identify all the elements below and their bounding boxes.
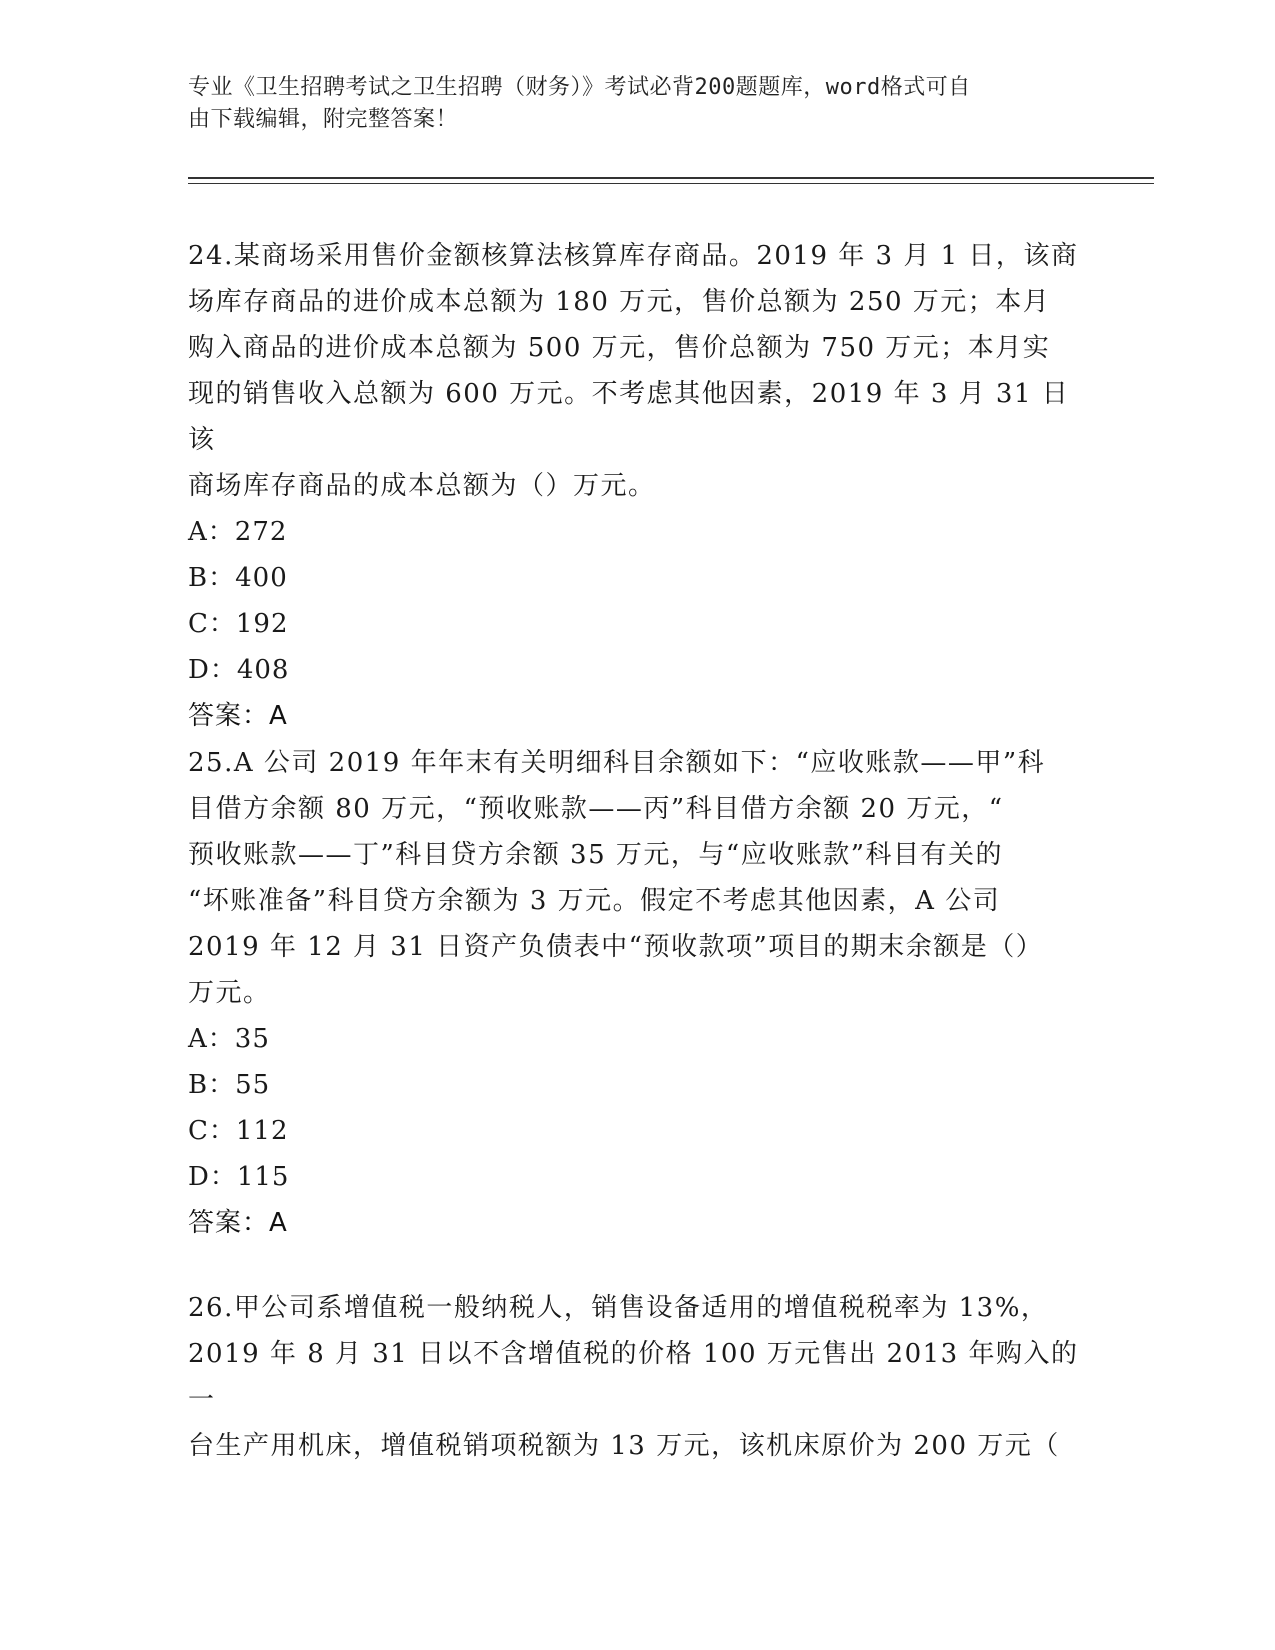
question-26	[188, 1285, 1088, 1469]
question-25-option-b: B：55	[188, 1070, 271, 1100]
question-25-line-1: 25.A 公司 2019 年年末有关明细科目余额如下：“应收账款——甲”科	[188, 748, 1046, 778]
question-24	[188, 233, 1088, 739]
question-25-line-2: 目借方余额 80 万元，“预收账款——丙”科目借方余额 20 万元，“	[188, 794, 1004, 824]
document-header	[188, 72, 1088, 136]
question-25-answer: 答案：A	[188, 1208, 288, 1238]
question-25-line-4: “坏账准备”科目贷方余额为 3 万元。假定不考虑其他因素，A 公司	[188, 886, 1001, 916]
question-24-option-b: B：400	[188, 563, 288, 593]
question-26-line-3: 台生产用机床，增值税销项税额为 13 万元，该机床原价为 200 万元（	[188, 1431, 1060, 1461]
question-26-line-2: 2019 年 8 月 31 日以不含增值税的价格 100 万元售出 2013 年购入的一	[188, 1339, 1079, 1415]
question-24-option-d: D：408	[188, 655, 290, 685]
question-24-line-1: 24.某商场采用售价金额核算法核算库存商品。2019 年 3 月 1 日，该商	[188, 241, 1079, 271]
question-25-line-6: 万元。	[188, 978, 271, 1008]
question-24-line-2: 场库存商品的进价成本总额为 180 万元，售价总额为 250 万元；本月	[188, 287, 1051, 317]
header-divider-thick	[188, 177, 1154, 179]
header-line-2: 由下载编辑，附完整答案！	[188, 107, 459, 132]
question-24-line-3: 购入商品的进价成本总额为 500 万元，售价总额为 750 万元；本月实	[188, 333, 1051, 363]
question-25-line-3: 预收账款——丁”科目贷方余额 35 万元，与“应收账款”科目有关的	[188, 840, 1003, 870]
question-24-line-5: 商场库存商品的成本总额为（）万元。	[188, 471, 656, 501]
question-25	[188, 740, 1088, 1246]
question-24-option-a: A：272	[188, 517, 288, 547]
question-26-line-1: 26.甲公司系增值税一般纳税人，销售设备适用的增值税税率为 13%，	[188, 1293, 1049, 1323]
question-24-line-4: 现的销售收入总额为 600 万元。不考虑其他因素，2019 年 3 月 31 日该	[188, 379, 1070, 455]
question-25-line-5: 2019 年 12 月 31 日资产负债表中“预收款项”项目的期末余额是（）	[188, 932, 1044, 962]
question-24-answer: 答案：A	[188, 701, 288, 731]
question-25-option-c: C：112	[188, 1116, 289, 1146]
question-25-option-a: A：35	[188, 1024, 270, 1054]
header-line-1: 专业《卫生招聘考试之卫生招聘（财务）》考试必背200题题库，word格式可自	[188, 75, 971, 100]
question-25-option-d: D：115	[188, 1162, 290, 1192]
question-24-option-c: C：192	[188, 609, 289, 639]
header-divider-thin	[188, 183, 1154, 184]
